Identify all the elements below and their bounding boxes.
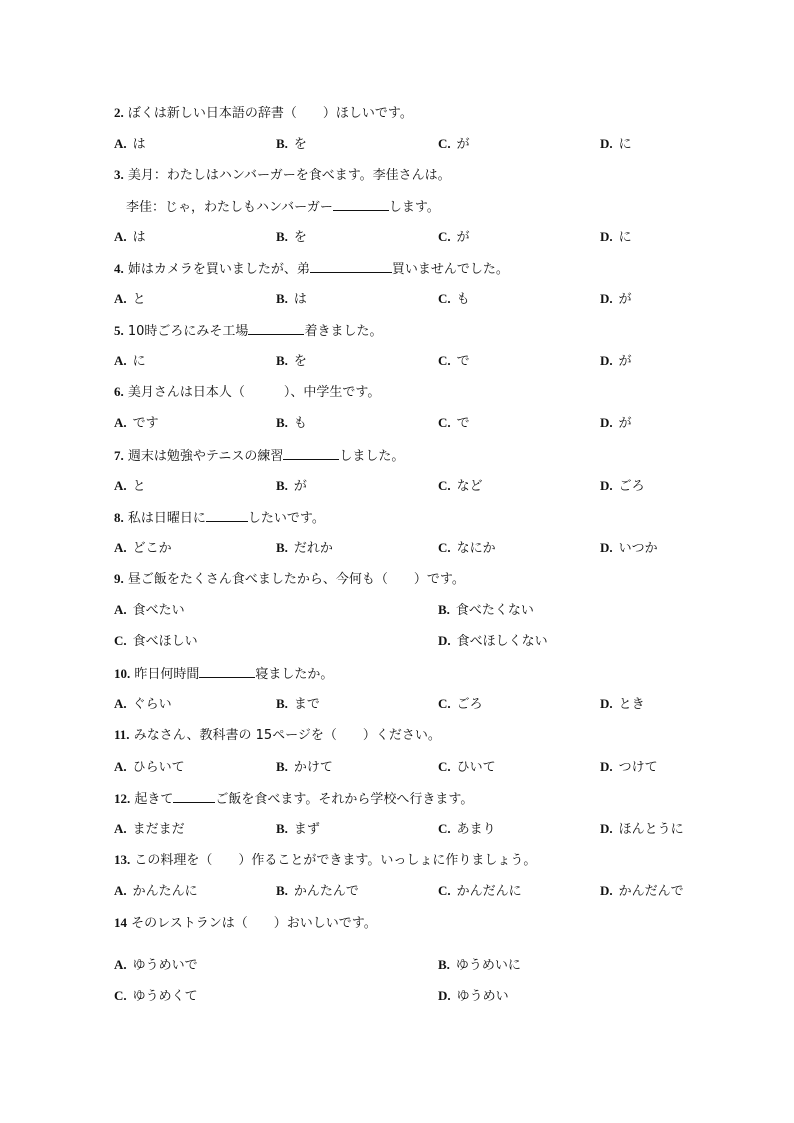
option-b[interactable]: B. を — [276, 353, 307, 369]
option-d[interactable]: D. つけて — [600, 759, 658, 775]
option-b[interactable]: B. は — [276, 291, 307, 307]
option-c[interactable]: C. ゆうめくて — [114, 988, 198, 1004]
option-b[interactable]: B. まで — [276, 696, 320, 712]
option-c[interactable]: C. も — [438, 291, 470, 307]
question-3: 3. 美月：わたしはハンバーガーを食べます。李佳さんは。 — [114, 167, 451, 183]
option-c[interactable]: C. あまり — [438, 821, 496, 837]
option-b[interactable]: B. を — [276, 229, 307, 245]
answer-blank — [248, 321, 304, 335]
question-14: 14 そのレストランは（ ）おいしいです。 — [114, 915, 377, 931]
question-10: 10. 昨日何時間 寝ましたか。 — [114, 666, 334, 682]
question-2: 2. ぼくは新しい日本語の辞書（ ）ほしいです。 — [114, 105, 413, 121]
option-b[interactable]: B. を — [276, 136, 307, 152]
question-7: 7. 週末は勉強やテニスの練習 しました。 — [114, 448, 405, 464]
question-11: 11. みなさん、教科書の 15ページを（ ）ください。 — [114, 727, 441, 743]
option-b[interactable]: B. ゆうめいに — [438, 957, 521, 973]
option-d[interactable]: D. ほんとうに — [600, 821, 684, 837]
option-a[interactable]: A. は — [114, 229, 146, 245]
option-a[interactable]: A. どこか — [114, 540, 172, 556]
option-d[interactable]: D. が — [600, 415, 632, 431]
option-b[interactable]: B. だれか — [276, 540, 333, 556]
question-9: 9. 昼ご飯をたくさん食べましたから、今何も（ ）です。 — [114, 571, 465, 587]
option-d[interactable]: D. いつか — [600, 540, 658, 556]
option-b[interactable]: B. が — [276, 478, 307, 494]
option-c[interactable]: C. が — [438, 229, 470, 245]
question-8: 8. 私は日曜日に したいです。 — [114, 510, 325, 526]
option-a[interactable]: A. かんたんに — [114, 883, 198, 899]
option-a[interactable]: A. に — [114, 353, 146, 369]
answer-blank — [333, 197, 389, 211]
option-a[interactable]: A. と — [114, 291, 146, 307]
option-d[interactable]: D. とき — [600, 696, 645, 712]
option-b[interactable]: B. かんたんで — [276, 883, 359, 899]
option-d[interactable]: D. が — [600, 353, 632, 369]
question-4: 4. 姉はカメラを買いましたが、弟 買いませんでした。 — [114, 261, 509, 277]
answer-blank — [206, 508, 248, 522]
option-d[interactable]: D. ゆうめい — [438, 988, 509, 1004]
option-d[interactable]: D. ごろ — [600, 478, 645, 494]
option-a[interactable]: A. 食べたい — [114, 602, 185, 618]
option-c[interactable]: C. など — [438, 478, 483, 494]
option-c[interactable]: C. ごろ — [438, 696, 483, 712]
option-a[interactable]: A. ゆうめいで — [114, 957, 198, 973]
option-b[interactable]: B. 食べたくない — [438, 602, 534, 618]
option-a[interactable]: A. ぐらい — [114, 696, 172, 712]
question-13: 13. この料理を（ ）作ることができます。いっしょに作りましょう。 — [114, 852, 537, 868]
option-a[interactable]: A. と — [114, 478, 146, 494]
answer-blank — [310, 259, 392, 273]
option-d[interactable]: D. が — [600, 291, 632, 307]
option-c[interactable]: C. なにか — [438, 540, 496, 556]
option-b[interactable]: B. も — [276, 415, 307, 431]
option-a[interactable]: A. ひらいて — [114, 759, 185, 775]
option-d[interactable]: D. かんだんで — [600, 883, 684, 899]
option-c[interactable]: C. ひいて — [438, 759, 496, 775]
option-c[interactable]: C. が — [438, 136, 470, 152]
answer-blank — [199, 664, 255, 678]
option-b[interactable]: B. かけて — [276, 759, 333, 775]
question-6: 6. 美月さんは日本人（ ）、中学生です。 — [114, 384, 381, 400]
option-d[interactable]: D. に — [600, 136, 632, 152]
option-d[interactable]: D. に — [600, 229, 632, 245]
answer-blank — [173, 789, 215, 803]
question-12: 12. 起きて ご飯を食べます。それから学校へ行きます。 — [114, 791, 474, 807]
option-a[interactable]: A. です — [114, 415, 159, 431]
option-b[interactable]: B. まず — [276, 821, 320, 837]
option-a[interactable]: A. は — [114, 136, 146, 152]
answer-blank — [283, 446, 339, 460]
option-c[interactable]: C. かんだんに — [438, 883, 522, 899]
option-a[interactable]: A. まだまだ — [114, 821, 185, 837]
question-5: 5. 10時ごろにみそ工場 着きました。 — [114, 323, 383, 339]
option-c[interactable]: C. 食べほしい — [114, 633, 198, 649]
option-c[interactable]: C. で — [438, 415, 470, 431]
option-c[interactable]: C. で — [438, 353, 470, 369]
question-3-dialogue: 李佳：じゃ，わたしもハンバーガー します。 — [126, 197, 440, 217]
option-d[interactable]: D. 食べほしくない — [438, 633, 548, 649]
